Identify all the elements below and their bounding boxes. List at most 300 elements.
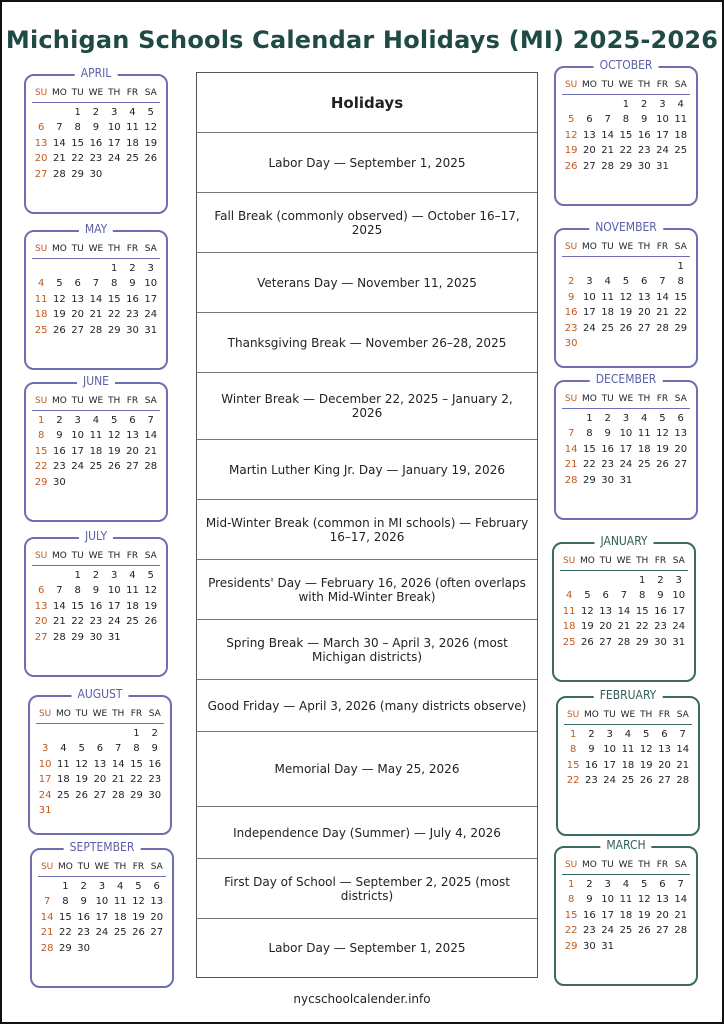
day-cell: 9: [641, 114, 648, 125]
day-cell: 17: [38, 774, 52, 785]
day-cell: 6: [74, 278, 81, 289]
day-cell: 4: [565, 590, 573, 601]
week-row: [36, 741, 164, 757]
month-grid: [562, 78, 690, 174]
weekday-label: FR: [656, 860, 669, 870]
week-row: [562, 143, 690, 159]
calendar-january: [552, 534, 696, 682]
day-cell: [123, 475, 141, 491]
weekday-label: WE: [92, 709, 108, 719]
day-cell: 25: [637, 459, 651, 470]
month-grid: [32, 242, 160, 338]
weekday-label: SU: [562, 556, 576, 566]
day-cell: 3: [98, 880, 106, 892]
week-row: [562, 290, 690, 306]
day-cell: [146, 803, 164, 819]
holiday-row: Thanksgiving Break — November 26–28, 2025: [197, 313, 537, 373]
day-cell: 11: [637, 428, 651, 439]
weekday-label: WE: [88, 88, 104, 98]
day-cell: 29: [71, 168, 85, 180]
day-cell: 31: [672, 636, 686, 648]
day-cell: 2: [56, 414, 63, 426]
day-cell: 29: [107, 324, 121, 336]
day-cell: 15: [564, 909, 578, 921]
day-cell: 16: [53, 445, 66, 457]
day-cell: 21: [617, 621, 631, 632]
day-cell: 15: [130, 758, 143, 770]
day-cell: 9: [657, 590, 664, 601]
day-cell: 8: [677, 276, 684, 287]
weekday-label: WE: [618, 394, 634, 404]
day-cell: 11: [34, 293, 48, 305]
weekday-label: TH: [112, 709, 125, 719]
day-cell: 5: [56, 278, 63, 289]
day-cell: 26: [637, 925, 651, 936]
weekday-header: [32, 242, 160, 259]
day-cell: 17: [656, 129, 669, 141]
day-cell: [615, 573, 633, 589]
week-row: [32, 599, 160, 615]
day-cell: 27: [599, 636, 613, 648]
day-cell: 14: [53, 600, 66, 612]
day-cell: 22: [583, 459, 596, 470]
day-cell: 27: [637, 322, 651, 334]
day-cell: 17: [619, 443, 633, 455]
day-cell: 7: [679, 728, 686, 740]
day-cell: 13: [34, 600, 48, 612]
week-row: [562, 159, 690, 175]
day-cell: 29: [564, 940, 578, 952]
month-name: AUGUST: [71, 687, 128, 701]
calendar-april: [24, 66, 168, 214]
day-cell: 20: [658, 759, 671, 771]
day-cell: 18: [601, 307, 615, 318]
weekday-label: SA: [144, 88, 157, 98]
week-row: [562, 411, 690, 427]
day-cell: 5: [147, 106, 154, 118]
weekday-header: [32, 86, 160, 103]
day-cell: 22: [34, 461, 48, 472]
week-row: [564, 773, 692, 789]
week-row: [32, 568, 160, 584]
day-cell: 18: [34, 309, 48, 320]
day-cell: 20: [637, 307, 651, 318]
week-row: [32, 105, 160, 121]
day-cell: 19: [581, 621, 594, 632]
day-cell: 2: [80, 880, 87, 892]
week-row: [562, 877, 690, 893]
day-cell: 30: [601, 474, 615, 486]
day-cell: 8: [567, 894, 575, 905]
day-cell: 26: [144, 616, 158, 627]
week-row: [562, 274, 690, 290]
weekday-label: WE: [618, 80, 634, 90]
day-cell: [50, 261, 68, 277]
day-cell: [560, 573, 578, 589]
holiday-row: Presidents' Day — February 16, 2026 (often overlaps with Mid-Winter Break): [197, 560, 537, 620]
day-cell: 8: [569, 744, 577, 755]
day-cell: 25: [126, 616, 139, 627]
day-cell: 23: [564, 322, 578, 334]
week-row: [32, 136, 160, 152]
month-grid: [32, 549, 160, 645]
day-cell: 7: [43, 896, 51, 907]
week-row: [32, 475, 160, 491]
holiday-row: First Day of School — September 2, 2025 (most districts): [197, 859, 537, 919]
week-row: [38, 894, 166, 910]
week-row: [562, 457, 690, 473]
day-cell: 12: [132, 896, 145, 907]
day-cell: [54, 803, 72, 819]
holiday-row: Good Friday — April 3, 2026 (many districts observe): [197, 680, 537, 732]
day-cell: 26: [656, 459, 669, 470]
day-cell: 24: [144, 309, 158, 320]
weekday-label: TU: [71, 88, 84, 98]
weekday-label: SA: [676, 710, 689, 720]
holiday-row: Independence Day (Summer) — July 4, 2026: [197, 807, 537, 859]
month-name: MAY: [79, 222, 113, 236]
weekday-header: [38, 860, 166, 877]
day-cell: 22: [130, 774, 143, 785]
day-cell: 24: [107, 153, 121, 164]
day-cell: 23: [126, 309, 139, 320]
day-cell: 2: [641, 98, 648, 110]
footer-site-url: nycschoolcalender.info: [293, 992, 431, 1006]
month-grid: [562, 858, 690, 954]
day-cell: 12: [637, 894, 651, 905]
day-cell: 7: [620, 590, 628, 601]
day-cell: 5: [641, 878, 648, 890]
week-row: [562, 473, 690, 489]
month-name: APRIL: [75, 66, 118, 80]
day-cell: 17: [107, 600, 121, 612]
day-cell: 15: [59, 911, 72, 923]
weekday-label: SA: [674, 394, 687, 404]
week-row: [32, 120, 160, 136]
day-cell: 25: [562, 636, 576, 648]
day-cell: 30: [77, 942, 91, 954]
day-cell: 5: [111, 414, 118, 426]
day-cell: 12: [53, 293, 66, 305]
day-cell: 13: [150, 896, 164, 907]
day-cell: [123, 167, 141, 183]
day-cell: 3: [41, 743, 49, 754]
day-cell: [105, 475, 123, 491]
week-row: [32, 292, 160, 308]
day-cell: 7: [677, 878, 684, 890]
day-cell: 2: [657, 574, 664, 586]
day-cell: 3: [659, 98, 666, 110]
day-cell: 13: [93, 758, 107, 770]
day-cell: 1: [133, 727, 140, 739]
weekday-label: FR: [126, 396, 139, 406]
day-cell: 26: [53, 324, 66, 336]
day-cell: [87, 261, 105, 277]
weekday-label: FR: [656, 394, 669, 404]
day-cell: 26: [107, 461, 121, 472]
day-cell: 16: [89, 137, 103, 149]
day-cell: 19: [53, 309, 66, 320]
day-cell: 19: [132, 911, 145, 923]
day-cell: [580, 336, 598, 352]
day-cell: [672, 473, 690, 489]
weekday-label: FR: [658, 710, 671, 720]
day-cell: 22: [619, 145, 633, 156]
week-row: [32, 323, 160, 339]
day-cell: 20: [599, 621, 613, 632]
month-name: OCTOBER: [594, 58, 659, 72]
weekday-label: TH: [114, 862, 127, 872]
day-cell: 1: [62, 880, 69, 892]
day-cell: 6: [129, 414, 136, 426]
day-cell: 10: [601, 894, 615, 905]
day-cell: 12: [639, 744, 653, 755]
month-name: FEBRUARY: [594, 688, 663, 702]
day-cell: 7: [56, 585, 63, 596]
day-cell: 12: [144, 585, 158, 596]
week-row: [32, 276, 160, 292]
month-name: JANUARY: [594, 534, 653, 548]
week-row: [562, 259, 690, 275]
day-cell: [38, 879, 56, 895]
day-cell: 9: [92, 585, 100, 596]
day-cell: 5: [78, 743, 85, 754]
weekday-label: WE: [618, 860, 634, 870]
day-cell: 5: [584, 590, 591, 601]
day-cell: 6: [641, 276, 648, 287]
day-cell: 19: [619, 307, 633, 318]
day-cell: 13: [674, 428, 688, 439]
day-cell: [91, 803, 109, 819]
holidays-heading: Holidays: [197, 73, 537, 133]
day-cell: 12: [144, 122, 158, 133]
weekday-label: MO: [51, 88, 67, 98]
day-cell: 12: [75, 758, 89, 770]
day-cell: 25: [619, 925, 633, 936]
day-cell: [69, 475, 87, 491]
weekday-label: FR: [130, 709, 143, 719]
month-name: JULY: [79, 529, 113, 543]
day-cell: 6: [602, 590, 609, 601]
day-cell: 4: [604, 276, 611, 287]
day-cell: 6: [96, 743, 104, 754]
day-cell: 27: [34, 168, 48, 180]
day-cell: 17: [601, 909, 615, 921]
day-cell: 27: [93, 789, 107, 801]
day-cell: 25: [113, 927, 127, 938]
day-cell: 20: [656, 909, 669, 921]
weekday-label: SA: [150, 862, 163, 872]
weekday-label: TU: [599, 556, 612, 566]
day-cell: 26: [581, 636, 594, 648]
day-cell: [54, 726, 72, 742]
day-cell: 12: [656, 428, 669, 439]
weekday-label: FR: [126, 88, 139, 98]
day-cell: 3: [622, 412, 630, 424]
day-cell: [32, 105, 50, 121]
day-cell: 26: [132, 927, 145, 938]
weekday-label: SU: [34, 396, 48, 406]
day-cell: 21: [564, 459, 578, 470]
day-cell: [73, 726, 91, 742]
holidays-table: [196, 72, 538, 978]
day-cell: 15: [107, 293, 121, 305]
week-row: [32, 428, 160, 444]
weekday-label: TH: [108, 88, 121, 98]
day-cell: 27: [656, 925, 669, 936]
day-cell: 29: [674, 322, 688, 334]
day-cell: 30: [564, 338, 578, 349]
day-cell: 22: [71, 153, 85, 164]
weekday-label: WE: [88, 551, 104, 561]
day-cell: [129, 941, 147, 957]
weekday-label: SU: [38, 709, 52, 719]
weekday-label: TH: [638, 80, 651, 90]
day-cell: 21: [656, 307, 669, 318]
day-cell: 9: [567, 291, 575, 303]
month-grid: [562, 240, 690, 352]
day-cell: 19: [639, 759, 653, 771]
day-cell: 2: [92, 569, 100, 581]
calendar-august: [28, 687, 172, 835]
day-cell: 24: [71, 461, 85, 472]
day-cell: 25: [89, 461, 103, 472]
day-cell: 11: [126, 585, 139, 596]
weekday-header: [32, 549, 160, 566]
month-name: SEPTEMBER: [64, 840, 141, 854]
day-cell: [599, 259, 617, 275]
weekday-label: TU: [71, 396, 84, 406]
weekday-label: WE: [94, 862, 110, 872]
day-cell: [87, 475, 105, 491]
day-cell: 8: [622, 114, 630, 125]
day-cell: 10: [95, 896, 109, 907]
week-row: [560, 588, 688, 604]
day-cell: 3: [675, 574, 682, 586]
day-cell: 10: [603, 744, 617, 755]
day-cell: 19: [107, 445, 121, 457]
day-cell: [578, 573, 596, 589]
day-cell: 17: [583, 307, 596, 318]
day-cell: 23: [77, 927, 91, 938]
day-cell: 24: [583, 322, 596, 334]
weekday-label: SA: [144, 396, 157, 406]
day-cell: 28: [674, 925, 688, 936]
day-cell: 1: [567, 878, 575, 890]
weekday-label: SA: [144, 551, 157, 561]
day-cell: 18: [113, 911, 127, 923]
day-cell: 16: [637, 129, 651, 141]
day-cell: 31: [601, 940, 615, 952]
day-cell: 29: [635, 636, 649, 648]
day-cell: 25: [621, 775, 635, 786]
day-cell: [32, 261, 50, 277]
day-cell: 19: [144, 137, 158, 149]
weekday-label: MO: [583, 710, 599, 720]
page-title: Michigan Schools Calendar Holidays (MI) 2025-2026: [5, 26, 719, 54]
week-row: [560, 604, 688, 620]
day-cell: 10: [107, 585, 121, 596]
week-row: [32, 614, 160, 630]
day-cell: 1: [622, 98, 630, 110]
day-cell: 12: [107, 430, 121, 441]
day-cell: 13: [599, 605, 613, 617]
month-grid: [32, 86, 160, 182]
day-cell: [562, 97, 580, 113]
day-cell: 7: [115, 743, 122, 754]
day-cell: 10: [656, 114, 669, 125]
calendar-october: [554, 58, 698, 206]
day-cell: 14: [564, 443, 578, 455]
day-cell: 23: [654, 621, 667, 632]
week-row: [562, 892, 690, 908]
day-cell: 18: [89, 445, 103, 457]
week-row: [38, 910, 166, 926]
day-cell: 6: [586, 114, 593, 125]
weekday-label: SU: [40, 862, 54, 872]
weekday-label: MO: [581, 860, 597, 870]
day-cell: 26: [619, 322, 633, 334]
day-cell: 4: [624, 728, 632, 740]
day-cell: 2: [151, 727, 158, 739]
day-cell: 31: [619, 474, 633, 486]
weekday-label: TH: [638, 242, 651, 252]
day-cell: 22: [635, 621, 649, 632]
day-cell: 9: [80, 896, 87, 907]
weekday-label: TU: [71, 244, 84, 254]
day-cell: [73, 803, 91, 819]
weekday-label: TU: [601, 242, 614, 252]
day-cell: [123, 630, 141, 646]
day-cell: 8: [639, 590, 646, 601]
day-cell: 28: [564, 474, 578, 486]
weekday-label: FR: [654, 556, 667, 566]
day-cell: 14: [601, 129, 615, 141]
day-cell: 15: [635, 605, 649, 617]
day-cell: 11: [674, 114, 688, 125]
day-cell: 16: [564, 307, 578, 318]
day-cell: 23: [89, 616, 103, 627]
weekday-label: TU: [601, 394, 614, 404]
day-cell: 10: [583, 291, 596, 303]
day-cell: [635, 939, 653, 955]
weekday-label: SU: [566, 710, 580, 720]
day-cell: [635, 473, 653, 489]
day-cell: 11: [601, 291, 615, 303]
day-cell: 4: [92, 414, 100, 426]
day-cell: [617, 336, 635, 352]
day-cell: 4: [641, 412, 648, 424]
weekday-label: FR: [126, 244, 139, 254]
weekday-header: [560, 554, 688, 571]
weekday-label: SA: [672, 556, 685, 566]
week-row: [562, 112, 690, 128]
day-cell: [653, 259, 671, 275]
day-cell: [580, 97, 598, 113]
day-cell: 4: [117, 880, 124, 892]
day-cell: 19: [144, 600, 158, 612]
day-cell: 14: [40, 911, 54, 923]
calendar-december: [554, 372, 698, 520]
weekday-label: WE: [88, 244, 104, 254]
day-cell: 21: [53, 153, 66, 164]
day-cell: 12: [564, 129, 578, 141]
day-cell: 29: [583, 474, 596, 486]
day-cell: 17: [107, 137, 121, 149]
day-cell: [617, 939, 635, 955]
day-cell: 20: [126, 445, 139, 457]
day-cell: 5: [147, 569, 154, 581]
